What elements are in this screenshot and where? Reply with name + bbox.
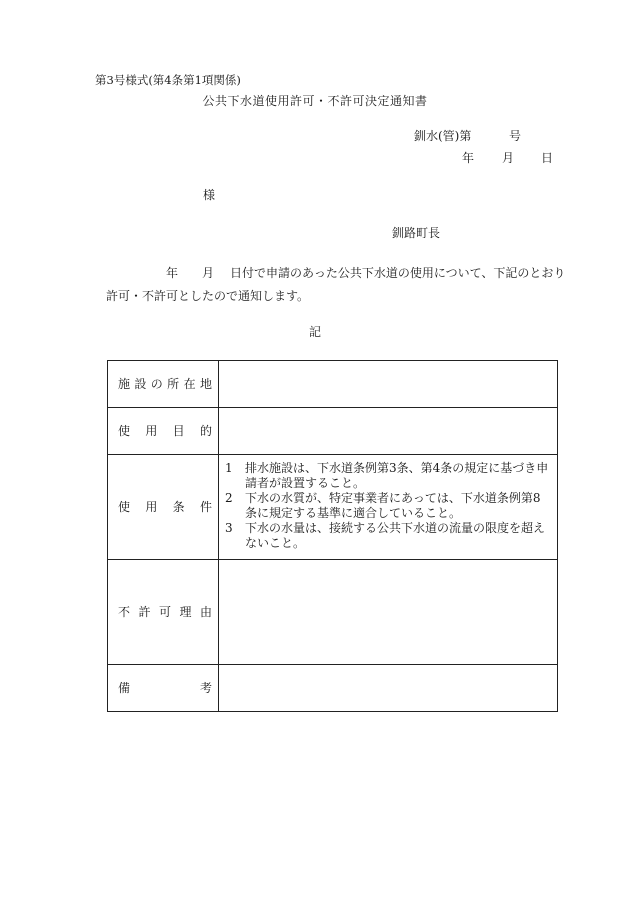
label-char: 所 [167,377,180,391]
reason-label [108,560,219,665]
label-char: 備 [118,681,131,695]
label-char: 件 [199,500,212,514]
label-char: 使 [118,424,131,438]
label-char: の [150,377,163,391]
remarks-label [108,665,219,712]
condition-number: 2 [225,491,233,505]
reference-prefix: 釧水(管)第 [414,129,472,143]
purpose-label [108,408,219,455]
label-char: 理 [179,605,192,619]
label-char: 考 [199,681,212,695]
label-char: 地 [199,377,212,391]
reference-suffix: 号 [509,129,522,143]
conditions-value [219,455,558,560]
condition-item [225,461,549,491]
condition-text: 排水施設は、下水道条例第3条、第4条の規定に基づき申請者が設置すること。 [245,461,549,490]
label-char: 条 [172,500,185,514]
date-month: 月 [502,151,515,165]
issue-date [462,151,553,165]
form-number: 第3号様式(第4条第1項関係) [95,73,241,87]
label-char: 目 [172,424,185,438]
label-char: 可 [158,605,171,619]
body-line-2: 許可・不許可としたので通知します。 [106,289,310,303]
label-char: 用 [145,424,158,438]
condition-item [225,521,549,551]
table-row-remarks [108,665,558,712]
condition-number: 3 [225,521,233,535]
purpose-value [219,408,558,455]
body-month: 月 [202,266,215,280]
document-title: 公共下水道使用許可・不許可決定通知書 [202,94,428,108]
addressee-honorific: 様 [203,188,216,202]
location-label [108,361,219,408]
label-char: 不 [118,605,131,619]
table-row-location [108,361,558,408]
label-char: 用 [145,500,158,514]
table-row-conditions [108,455,558,560]
ki-heading: 記 [308,325,321,339]
reason-value [219,560,558,665]
conditions-label [108,455,219,560]
label-char: 設 [134,377,147,391]
condition-text: 下水の水量は、接続する公共下水道の流量の限度を超えないこと。 [245,521,546,550]
sender-name: 釧路町長 [392,226,441,240]
label-char: 施 [118,377,131,391]
condition-text: 下水の水質が、特定事業者にあっては、下水道条例第8条に規定する基準に適合していること。 [245,491,541,520]
label-char: 的 [199,424,212,438]
remarks-value [219,665,558,712]
label-char: 使 [118,500,131,514]
detail-table [107,360,558,712]
label-char: 在 [183,377,196,391]
location-value [219,361,558,408]
date-year: 年 [462,151,475,165]
label-char: 由 [199,605,212,619]
reference-number [414,129,521,143]
condition-number: 1 [225,461,233,475]
body-line1-text: 日付で申請のあった公共下水道の使用について、下記のとおり [230,266,566,280]
table-row-reason [108,560,558,665]
date-day: 日 [541,151,554,165]
table-row-purpose [108,408,558,455]
condition-item [225,491,549,521]
label-char: 許 [138,605,151,619]
body-line-1 [166,266,565,280]
body-year: 年 [166,266,179,280]
